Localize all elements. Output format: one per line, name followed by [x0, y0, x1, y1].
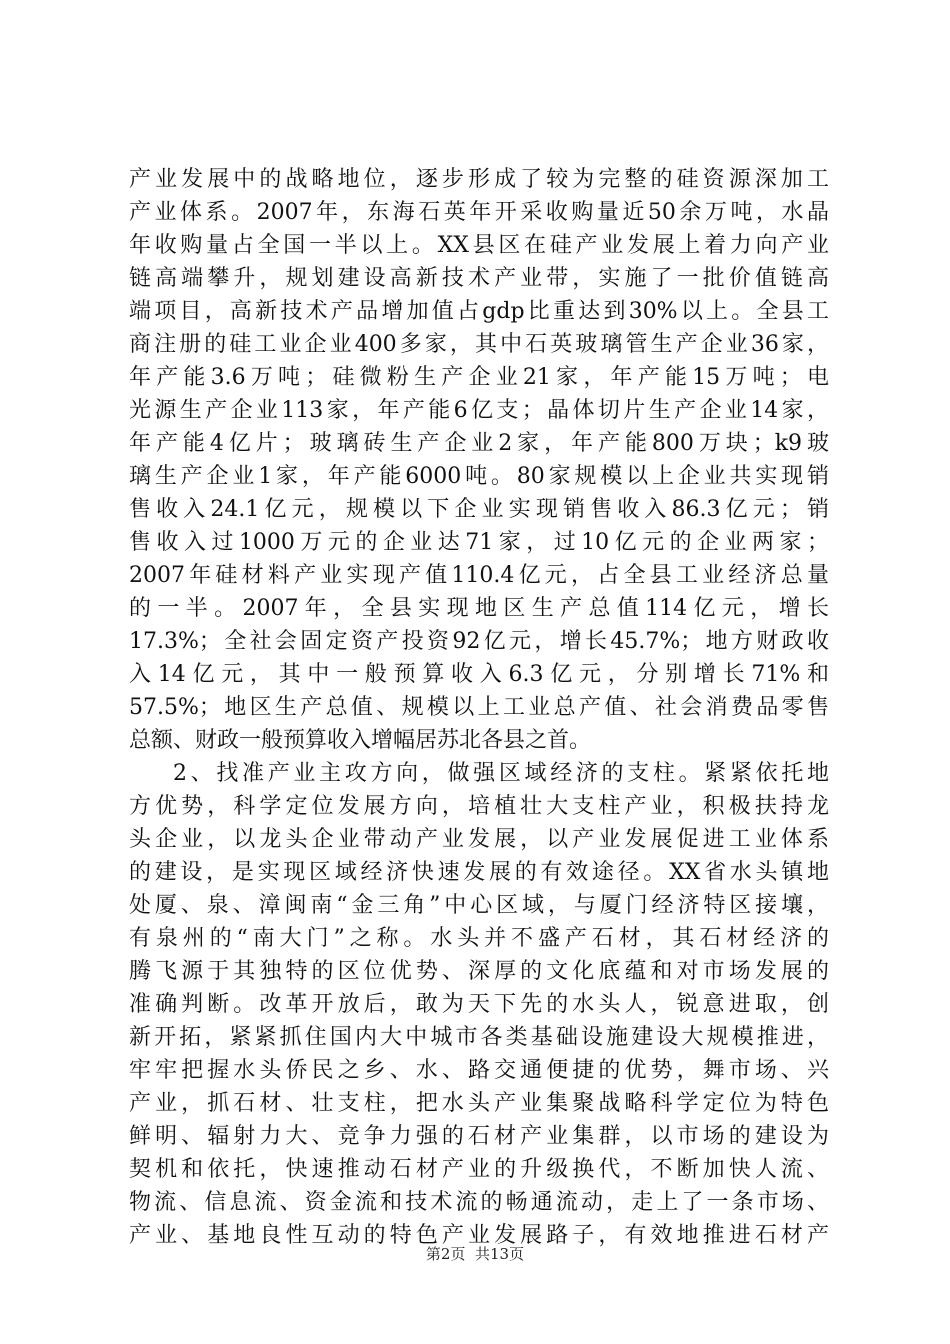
text-line: 有泉州的“南大门”之称。水头并不盛产石材，其石材经济的 — [129, 926, 829, 951]
text-line: 产业，抓石材、壮支柱，把水头产业集聚战略科学定位为特色 — [129, 1091, 829, 1116]
text-line: 年收购量占全国一半以上。XX县区在硅产业发展上着力向产业 — [129, 233, 829, 258]
paragraph-start-line: 2、找准产业主攻方向，做强区域经济的支柱。紧紧依托地 — [173, 761, 829, 786]
text-line: 契机和依托，快速推动石材产业的升级换代，不断加快人流、 — [129, 1157, 829, 1182]
text-line: 端项目，高新技术产品增加值占gdp比重达到30%以上。全县工 — [129, 299, 829, 324]
text-line: 售收入24.1亿元，规模以下企业实现销售收入86.3亿元；销 — [129, 497, 829, 522]
text-line: 处厦、泉、漳闽南“金三角”中心区域，与厦门经济特区接壤， — [129, 893, 829, 918]
page-footer: 第2页 共13页 — [425, 1245, 525, 1263]
text-line: 产业、基地良性互动的特色产业发展路子，有效地推进石材产 — [129, 1223, 829, 1248]
text-line: 年产能3.6万吨；硅微粉生产企业21家，年产能15万吨；电 — [129, 365, 829, 390]
text-line: 产业发展中的战略地位，逐步形成了较为完整的硅资源深加工 — [129, 167, 829, 192]
text-line: 售收入过1000万元的企业达71家，过10亿元的企业两家； — [129, 530, 829, 555]
text-line: 准确判断。改革开放后，敢为天下先的水头人，锐意进取，创 — [129, 992, 829, 1017]
text-line: 腾飞源于其独特的区位优势、深厚的文化底蕴和对市场发展的 — [129, 959, 829, 984]
text-line: 17.3%；全社会固定资产投资92亿元，增长45.7%；地方财政收 — [129, 629, 829, 654]
text-line: 57.5%；地区生产总值、规模以上工业总产值、社会消费品零售 — [129, 695, 829, 720]
text-line: 商注册的硅工业企业400多家，其中石英玻璃管生产企业36家， — [129, 332, 829, 357]
text-line: 入14亿元，其中一般预算收入6.3亿元，分别增长71%和 — [129, 662, 829, 687]
text-line: 的一半。2007年，全县实现地区生产总值114亿元，增长 — [129, 596, 829, 621]
text-line: 2007年硅材料产业实现产值110.4亿元，占全县工业经济总量 — [129, 563, 829, 588]
text-line: 头企业，以龙头企业带动产业发展，以产业发展促进工业体系 — [129, 827, 829, 852]
text-line: 的建设，是实现区域经济快速发展的有效途径。XX省水头镇地 — [129, 860, 829, 885]
text-line: 物流、信息流、资金流和技术流的畅通流动，走上了一条市场、 — [129, 1190, 829, 1215]
text-line: 璃生产企业1家，年产能6000吨。80家规模以上企业共实现销 — [129, 464, 829, 489]
text-line: 年产能4亿片；玻璃砖生产企业2家，年产能800万块；k9玻 — [129, 431, 829, 456]
text-line: 牢牢把握水头侨民之乡、水、路交通便捷的优势，舞市场、兴 — [129, 1058, 829, 1083]
text-line: 鲜明、辐射力大、竞争力强的石材产业集群，以市场的建设为 — [129, 1124, 829, 1149]
text-line: 产业体系。2007年，东海石英年开采收购量近50余万吨，水晶 — [129, 200, 829, 225]
text-line: 方优势，科学定位发展方向，培植壮大支柱产业，积极扶持龙 — [129, 794, 829, 819]
text-line: 新开拓，紧紧抓住国内大中城市各类基础设施建设大规模推进， — [129, 1025, 829, 1050]
text-line: 总额、财政一般预算收入增幅居苏北各县之首。 — [129, 728, 592, 753]
text-line: 光源生产企业113家，年产能6亿支；晶体切片生产企业14家， — [129, 398, 829, 423]
text-line: 链高端攀升，规划建设高新技术产业带，实施了一批价值链高 — [129, 266, 829, 291]
body-text — [129, 163, 829, 1252]
